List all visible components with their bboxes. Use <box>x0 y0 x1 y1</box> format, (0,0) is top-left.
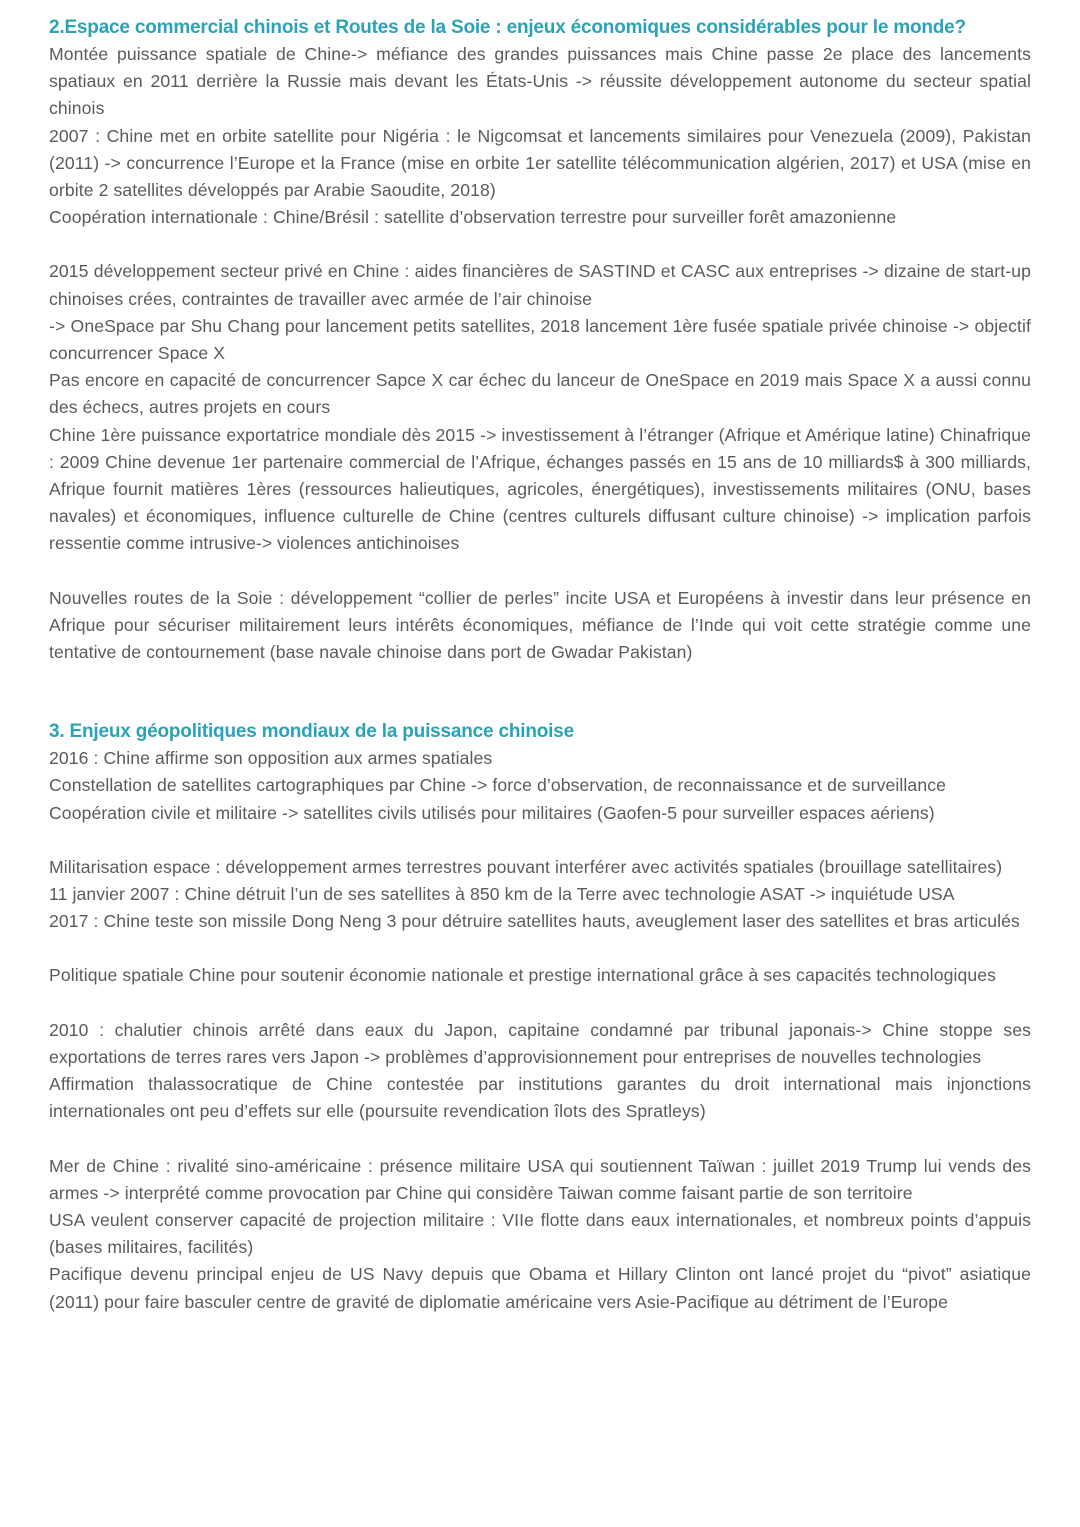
paragraph: Pas encore en capacité de concurrencer Sapce X car échec du lanceur de OneSpace en 2019 mais Space X a aussi connu des échecs, autres projets en cours <box>49 370 1031 418</box>
paragraph-spacer <box>49 990 1031 1017</box>
paragraph: Affirmation thalassocratique de Chine contestée par institutions garantes du droit international mais injonctions internationales ont peu d’effets sur elle (poursuite revendication îlots des Spratleys) <box>49 1074 1031 1122</box>
paragraph-spacer <box>49 1126 1031 1153</box>
paragraph: Nouvelles routes de la Soie : développement “collier de perles” incite USA et Européens à investir dans leur présence en Afrique pour sécuriser militairement leurs intérêts économiques, méfiance de l’Inde qui voit cette stratégie comme une tentative de contournement (base navale chinoise dans port de Gwadar Pakistan) <box>49 587 1031 663</box>
paragraph: Mer de Chine : rivalité sino-américaine : présence militaire USA qui soutiennent Taïwan : juillet 2019 Trump lui vends des armes -> interprété comme provocation par Chine qui considère Taiwan comme faisant partie de son territoire <box>49 1155 1031 1203</box>
paragraph: Militarisation espace : développement armes terrestres pouvant interférer avec activités spatiales (brouillage satellitaires) <box>49 856 1003 877</box>
paragraph: -> OneSpace par Shu Chang pour lancement petits satellites, 2018 lancement 1ère fusée spatiale privée chinoise -> objectif concurrencer Space X <box>49 315 1031 364</box>
paragraph-spacer <box>49 935 1031 962</box>
paragraph-spacer <box>49 231 1031 258</box>
paragraph-spacer <box>49 558 1031 585</box>
paragraph: 2007 : Chine met en orbite satellite pour Nigéria : le Nigcomsat et lancements similaires pour Venezuela (2009), Pakistan (2011) -> concurrence l’Europe et la France (mise en orbite 1er satellite télécommunication algérien, 2017) et USA (mise en orbite 2 satellites développés par Arabie Saoudite, 2018) <box>49 125 1031 201</box>
paragraph: 2017 : Chine teste son missile Dong Neng 3 pour détruire satellites hauts, aveuglement laser des satellites et bras articulés <box>49 911 1020 932</box>
paragraph: Coopération internationale : Chine/Brésil : satellite d’observation terrestre pour surveiller forêt amazonienne <box>49 207 897 228</box>
paragraph: 2010 : chalutier chinois arrêté dans eaux du Japon, capitaine condamné par tribunal japonais-> Chine stoppe ses exportations de terres rares vers Japon -> problèmes d’approvisionnement pour entreprises de nouvelles technologies <box>49 1019 1031 1067</box>
paragraph: 2015 développement secteur privé en Chine : aides financières de SASTIND et CASC aux entreprises -> dizaine de start-up chinoises crées, contraintes de travailler avec armée de l’air chinoise <box>49 261 1031 309</box>
paragraph: Chine 1ère puissance exportatrice mondiale dès 2015 -> investissement à l’étranger (Afrique et Amérique latine) Chinafrique : 2009 Chine devenue 1er partenaire commercial de l’Afrique, échanges passés en 15 ans de 10 milliards$ à 300 milliards, Afrique fournit matières 1ères (ressources halieutiques, agricoles, énergétiques), investissements militaires (ONU, bases navales) et économiques, influence culturelle de Chine (centres culturels diffusant culture chinoise) -> implication parfois ressentie comme intrusive-> violences antichinoises <box>49 424 1031 554</box>
paragraph: Constellation de satellites cartographiques par Chine -> force d’observation, de reconnaissance et de surveillance <box>49 775 946 796</box>
section-2-heading: 2.Espace commercial chinois et Routes de la Soie : enjeux économiques considérables pour le monde? <box>49 17 966 38</box>
paragraph: Coopération civile et militaire -> satellites civils utilisés pour militaires (Gaofen-5 pour surveiller espaces aériens) <box>49 802 935 823</box>
paragraph: 11 janvier 2007 : Chine détruit l’un de ses satellites à 850 km de la Terre avec technologie ASAT -> inquiétude USA <box>49 884 955 905</box>
paragraph: 2016 : Chine affirme son opposition aux armes spatiales <box>49 748 493 769</box>
paragraph: USA veulent conserver capacité de projection militaire : VIIe flotte dans eaux internationales, et nombreux points d’appuis (bases militaires, facilités) <box>49 1209 1031 1258</box>
paragraph: Pacifique devenu principal enjeu de US Navy depuis que Obama et Hillary Clinton ont lancé projet du “pivot” asiatique (2011) pour faire basculer centre de gravité de diplomatie américaine vers Asie-Pacifique au détriment de l’Europe <box>49 1264 1031 1312</box>
section-spacer <box>49 666 1031 718</box>
paragraph-spacer <box>49 827 1031 854</box>
paragraph: Politique spatiale Chine pour soutenir économie nationale et prestige international grâce à ses capacités technologiques <box>49 965 997 986</box>
section-3-heading: 3. Enjeux géopolitiques mondiaux de la puissance chinoise <box>49 721 574 743</box>
document-page <box>49 14 1031 1316</box>
paragraph: Montée puissance spatiale de Chine-> méfiance des grandes puissances mais Chine passe 2e place des lancements spatiaux en 2011 derrière la Russie mais devant les États-Unis -> réussite développement autonome du secteur spatial chinois <box>49 44 1031 119</box>
